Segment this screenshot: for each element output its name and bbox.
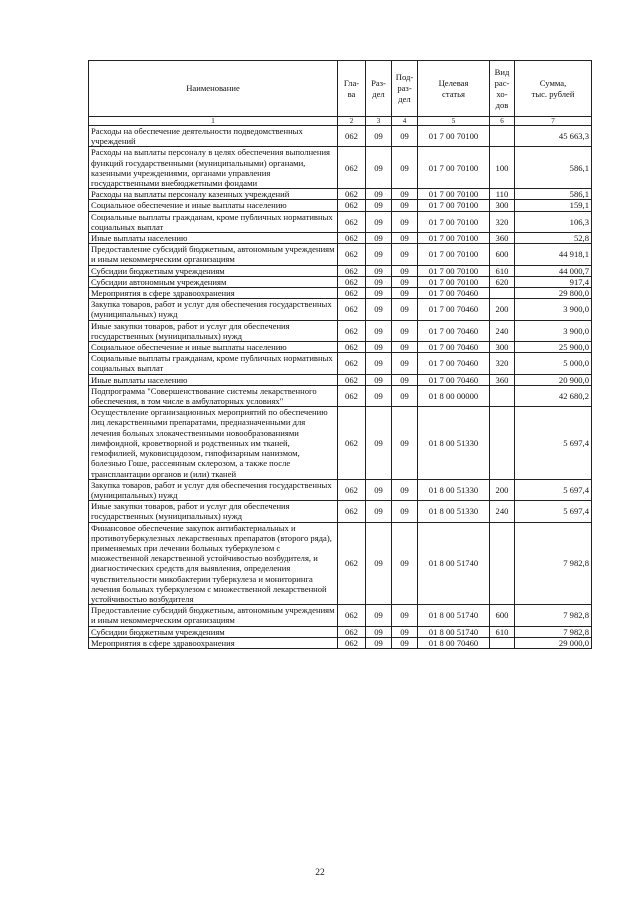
row-name: Предоставление субсидий бюджетным, автономным учреждениям и иным некоммерческим организациям [89, 244, 338, 265]
row-section: 09 [366, 126, 392, 147]
row-name: Иные выплаты населению [89, 374, 338, 385]
row-amount: 917,4 [515, 276, 592, 287]
row-chapter: 062 [338, 200, 366, 211]
row-chapter: 062 [338, 522, 366, 605]
row-amount: 5 697,4 [515, 407, 592, 479]
row-chapter: 062 [338, 374, 366, 385]
row-section: 09 [366, 353, 392, 374]
row-target-article: 01 7 00 70100 [418, 147, 490, 189]
row-expense-type [490, 385, 515, 406]
row-target-article: 01 7 00 70100 [418, 244, 490, 265]
row-name: Субсидии бюджетным учреждениям [89, 265, 338, 276]
row-name: Предоставление субсидий бюджетным, автономным учреждениям и иным некоммерческим организациям [89, 605, 338, 626]
column-index: 1 [89, 117, 338, 126]
row-expense-type [490, 522, 515, 605]
row-target-article: 01 8 00 51740 [418, 626, 490, 637]
row-expense-type: 100 [490, 147, 515, 189]
row-chapter: 062 [338, 385, 366, 406]
row-chapter: 062 [338, 605, 366, 626]
row-amount: 5 697,4 [515, 479, 592, 500]
row-name: Расходы на выплаты персоналу казенных учреждений [89, 189, 338, 200]
row-amount: 7 982,8 [515, 626, 592, 637]
row-amount: 7 982,8 [515, 605, 592, 626]
row-subsection: 09 [392, 211, 418, 232]
row-amount: 586,1 [515, 147, 592, 189]
row-amount: 45 663,3 [515, 126, 592, 147]
row-target-article: 01 7 00 70100 [418, 126, 490, 147]
row-section: 09 [366, 244, 392, 265]
row-expense-type: 240 [490, 320, 515, 341]
table-row [89, 626, 592, 637]
column-index: 2 [338, 117, 366, 126]
row-subsection: 09 [392, 353, 418, 374]
row-section: 09 [366, 189, 392, 200]
row-section: 09 [366, 522, 392, 605]
col-header-target: Целевая статья [418, 61, 490, 117]
row-amount: 20 900,0 [515, 374, 592, 385]
row-chapter: 062 [338, 353, 366, 374]
row-chapter: 062 [338, 299, 366, 320]
row-target-article: 01 8 00 51330 [418, 407, 490, 479]
row-target-article: 01 7 00 70100 [418, 233, 490, 244]
row-target-article: 01 7 00 70460 [418, 320, 490, 341]
row-section: 09 [366, 342, 392, 353]
row-amount: 5 000,0 [515, 353, 592, 374]
row-amount: 44 000,7 [515, 265, 592, 276]
row-section: 09 [366, 479, 392, 500]
row-chapter: 062 [338, 276, 366, 287]
row-amount: 3 900,0 [515, 299, 592, 320]
row-name: Мероприятия в сфере здравоохранения [89, 637, 338, 648]
row-name: Социальные выплаты гражданам, кроме публичных нормативных социальных выплат [89, 211, 338, 232]
row-expense-type: 300 [490, 342, 515, 353]
row-subsection: 09 [392, 342, 418, 353]
row-name: Социальное обеспечение и иные выплаты населению [89, 200, 338, 211]
table-row [89, 299, 592, 320]
table-body [89, 126, 592, 649]
row-subsection: 09 [392, 147, 418, 189]
row-name: Иные закупки товаров, работ и услуг для обеспечения государственных (муниципальных) нужд [89, 320, 338, 341]
col-header-expense-type: Вид рас- хо- дов [490, 61, 515, 117]
row-target-article: 01 7 00 70460 [418, 374, 490, 385]
row-name: Социальные выплаты гражданам, кроме публичных нормативных социальных выплат [89, 353, 338, 374]
table-row [89, 189, 592, 200]
row-target-article: 01 8 00 51740 [418, 605, 490, 626]
row-name: Мероприятия в сфере здравоохранения [89, 288, 338, 299]
row-section: 09 [366, 147, 392, 189]
table-row [89, 200, 592, 211]
row-target-article: 01 7 00 70100 [418, 265, 490, 276]
row-chapter: 062 [338, 342, 366, 353]
row-expense-type: 360 [490, 374, 515, 385]
table-row [89, 605, 592, 626]
row-amount: 42 680,2 [515, 385, 592, 406]
col-header-amount: Сумма, тыс. рублей [515, 61, 592, 117]
header-row [89, 61, 592, 117]
row-chapter: 062 [338, 189, 366, 200]
row-amount: 29 000,0 [515, 637, 592, 648]
row-amount: 52,8 [515, 233, 592, 244]
row-subsection: 09 [392, 501, 418, 522]
row-target-article: 01 7 00 70460 [418, 342, 490, 353]
row-subsection: 09 [392, 200, 418, 211]
row-subsection: 09 [392, 265, 418, 276]
table-row [89, 320, 592, 341]
table-row [89, 637, 592, 648]
row-target-article: 01 7 00 70100 [418, 189, 490, 200]
table-row [89, 342, 592, 353]
row-name: Субсидии автономным учреждениям [89, 276, 338, 287]
table-row [89, 244, 592, 265]
row-chapter: 062 [338, 288, 366, 299]
row-target-article: 01 7 00 70100 [418, 200, 490, 211]
row-name: Подпрограмма "Совершенствование системы лекарственного обеспечения, в том числе в амбулаторных условиях" [89, 385, 338, 406]
row-name: Расходы на обеспечение деятельности подведомственных учреждений [89, 126, 338, 147]
row-subsection: 09 [392, 299, 418, 320]
table-row [89, 374, 592, 385]
row-name: Социальное обеспечение и иные выплаты населению [89, 342, 338, 353]
row-expense-type: 600 [490, 244, 515, 265]
table-row [89, 522, 592, 605]
row-amount: 586,1 [515, 189, 592, 200]
row-target-article: 01 8 00 00000 [418, 385, 490, 406]
table-row [89, 211, 592, 232]
column-index: 3 [366, 117, 392, 126]
row-expense-type: 610 [490, 626, 515, 637]
row-expense-type [490, 637, 515, 648]
row-section: 09 [366, 276, 392, 287]
row-expense-type [490, 407, 515, 479]
row-section: 09 [366, 374, 392, 385]
row-name: Закупка товаров, работ и услуг для обеспечения государственных (муниципальных) нужд [89, 299, 338, 320]
col-header-chapter: Гла- ва [338, 61, 366, 117]
row-section: 09 [366, 233, 392, 244]
row-name: Субсидии бюджетным учреждениям [89, 626, 338, 637]
row-chapter: 062 [338, 265, 366, 276]
table-row [89, 479, 592, 500]
row-subsection: 09 [392, 637, 418, 648]
row-target-article: 01 8 00 70460 [418, 637, 490, 648]
column-index: 5 [418, 117, 490, 126]
row-target-article: 01 7 00 70460 [418, 299, 490, 320]
row-chapter: 062 [338, 479, 366, 500]
row-expense-type: 200 [490, 479, 515, 500]
row-subsection: 09 [392, 288, 418, 299]
table-row [89, 385, 592, 406]
column-index-row [89, 117, 592, 126]
row-section: 09 [366, 288, 392, 299]
row-subsection: 09 [392, 126, 418, 147]
table-row [89, 353, 592, 374]
row-target-article: 01 8 00 51330 [418, 501, 490, 522]
row-name: Иные закупки товаров, работ и услуг для обеспечения государственных (муниципальных) нужд [89, 501, 338, 522]
row-section: 09 [366, 501, 392, 522]
row-target-article: 01 7 00 70460 [418, 353, 490, 374]
row-chapter: 062 [338, 147, 366, 189]
row-subsection: 09 [392, 320, 418, 341]
row-chapter: 062 [338, 407, 366, 479]
row-target-article: 01 7 00 70100 [418, 276, 490, 287]
row-section: 09 [366, 605, 392, 626]
row-target-article: 01 7 00 70460 [418, 288, 490, 299]
row-expense-type: 610 [490, 265, 515, 276]
row-name: Осуществление организационных мероприятий по обеспечению лиц лекарственными препаратами, предназначенными для лечения больных злокачественными новообразованиями лимфоидной, кроветворной и родственных им тканей, гемофилией, муковисцидозом, гипофизарным нанизмом, болезнью Гоше, рассеянным склерозом, а также после трансплантации органов и (или) тканей [89, 407, 338, 479]
row-section: 09 [366, 407, 392, 479]
row-target-article: 01 7 00 70100 [418, 211, 490, 232]
row-expense-type: 300 [490, 200, 515, 211]
row-section: 09 [366, 211, 392, 232]
row-amount: 5 697,4 [515, 501, 592, 522]
row-amount: 25 900,0 [515, 342, 592, 353]
row-section: 09 [366, 200, 392, 211]
col-header-section: Раз- дел [366, 61, 392, 117]
row-expense-type: 320 [490, 353, 515, 374]
table-row [89, 407, 592, 479]
row-chapter: 062 [338, 320, 366, 341]
row-chapter: 062 [338, 233, 366, 244]
row-amount: 3 900,0 [515, 320, 592, 341]
table-row [89, 501, 592, 522]
row-section: 09 [366, 265, 392, 276]
column-index: 6 [490, 117, 515, 126]
column-index: 7 [515, 117, 592, 126]
row-target-article: 01 8 00 51330 [418, 479, 490, 500]
row-name: Иные выплаты населению [89, 233, 338, 244]
row-name: Расходы на выплаты персоналу в целях обеспечения выполнения функций государственными (муниципальными) органами, казенными учреждениями, органами управления государственными внебюджетными фондами [89, 147, 338, 189]
row-expense-type: 320 [490, 211, 515, 232]
table-row [89, 233, 592, 244]
row-expense-type: 200 [490, 299, 515, 320]
budget-table [88, 60, 592, 649]
row-amount: 159,1 [515, 200, 592, 211]
row-expense-type: 110 [490, 189, 515, 200]
row-expense-type [490, 288, 515, 299]
row-section: 09 [366, 637, 392, 648]
row-chapter: 062 [338, 501, 366, 522]
row-amount: 7 982,8 [515, 522, 592, 605]
row-subsection: 09 [392, 233, 418, 244]
row-name: Закупка товаров, работ и услуг для обеспечения государственных (муниципальных) нужд [89, 479, 338, 500]
row-section: 09 [366, 385, 392, 406]
row-chapter: 062 [338, 626, 366, 637]
row-chapter: 062 [338, 244, 366, 265]
table-row [89, 126, 592, 147]
row-subsection: 09 [392, 522, 418, 605]
table-row [89, 288, 592, 299]
row-subsection: 09 [392, 407, 418, 479]
row-amount: 106,3 [515, 211, 592, 232]
row-subsection: 09 [392, 276, 418, 287]
row-chapter: 062 [338, 126, 366, 147]
row-target-article: 01 8 00 51740 [418, 522, 490, 605]
row-subsection: 09 [392, 605, 418, 626]
row-expense-type: 240 [490, 501, 515, 522]
col-header-subsection: Под- раз- дел [392, 61, 418, 117]
row-expense-type [490, 126, 515, 147]
row-amount: 29 800,0 [515, 288, 592, 299]
row-chapter: 062 [338, 211, 366, 232]
row-subsection: 09 [392, 626, 418, 637]
table-row [89, 147, 592, 189]
row-subsection: 09 [392, 189, 418, 200]
page-number: 22 [315, 868, 325, 878]
row-name: Финансовое обеспечение закупок антибактериальных и противотуберкулезных лекарственных препаратов (второго ряда), применяемых при лечении больных туберкулезом с множественной лекарственной устойчивостью возбудителя, и диагностических средств для выявления, определения чувствительности микобактерии туберкулеза и мониторинга лечения больных туберкулезом с множественной лекарственной устойчивостью возбудителя [89, 522, 338, 605]
row-expense-type: 600 [490, 605, 515, 626]
row-subsection: 09 [392, 374, 418, 385]
row-subsection: 09 [392, 385, 418, 406]
column-index: 4 [392, 117, 418, 126]
row-section: 09 [366, 320, 392, 341]
col-header-name: Наименование [89, 61, 338, 117]
row-subsection: 09 [392, 479, 418, 500]
row-section: 09 [366, 626, 392, 637]
row-amount: 44 918,1 [515, 244, 592, 265]
row-chapter: 062 [338, 637, 366, 648]
row-section: 09 [366, 299, 392, 320]
table-row [89, 265, 592, 276]
row-subsection: 09 [392, 244, 418, 265]
row-expense-type: 360 [490, 233, 515, 244]
table-row [89, 276, 592, 287]
row-expense-type: 620 [490, 276, 515, 287]
